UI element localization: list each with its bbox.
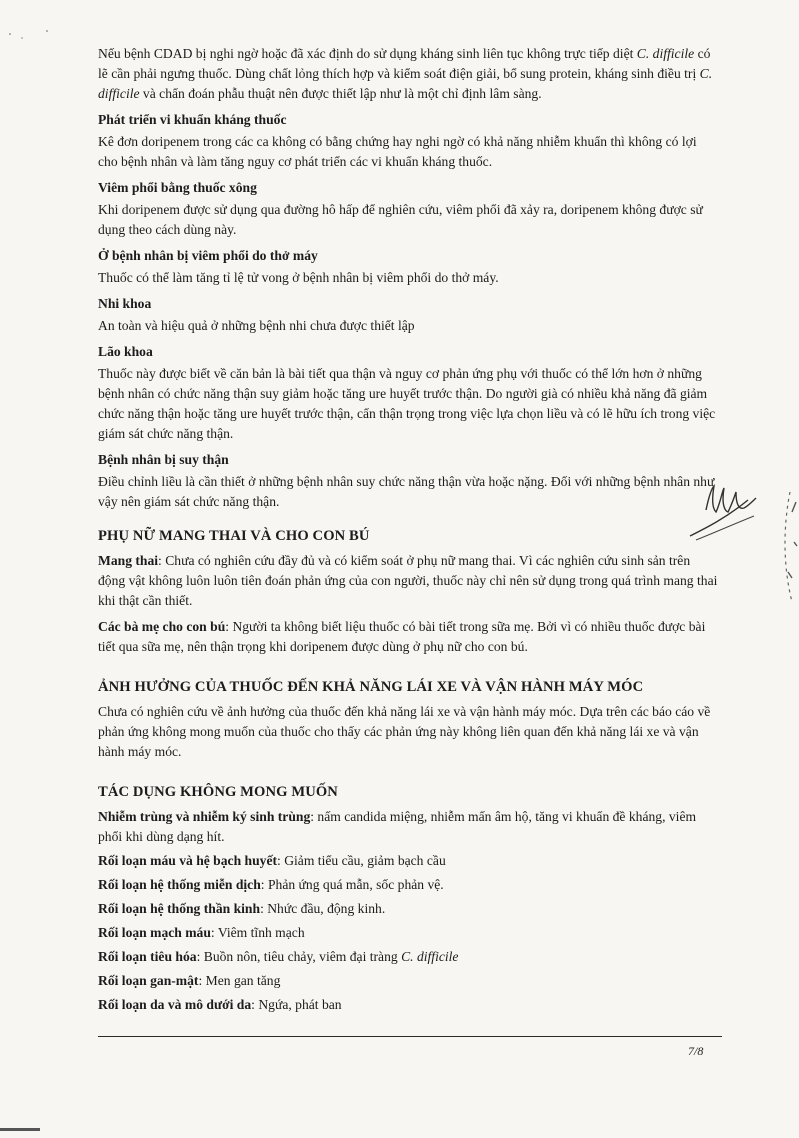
adverse-item: Rối loạn gan-mật: Men gan tăng: [98, 973, 281, 988]
cdad-paragraph: Nếu bệnh CDAD bị nghi ngờ hoặc đã xác định do sử dụng kháng sinh liên tục không trực tiếp diệt C. difficile có lẽ cần phải ngưng thuốc. Dùng chất lỏng thích hợp và kiểm soát điện giải, bổ sung protein, kháng sinh điều trị C. difficile và chẩn đoán phẫu thuật nên được thiết lập như là một chỉ định lâm sàng.: [98, 46, 713, 101]
renal-text: Điều chỉnh liều là cần thiết ở những bệnh nhân suy chức năng thận vừa hoặc nặng. Đối với những bệnh nhân như vậy nên giám sát chức năng thận.: [98, 474, 715, 509]
geriatrics-title: Lão khoa: [98, 344, 153, 359]
adverse-item: Rối loạn da và mô dưới da: Ngứa, phát ban: [98, 997, 342, 1012]
ventilator-title: Ở bệnh nhân bị viêm phổi do thở máy: [98, 248, 318, 263]
geriatrics-text: Thuốc này được biết về căn bản là bài tiết qua thận và nguy cơ phản ứng phụ với thuốc có thể lớn hơn ở những bệnh nhân có chức năng thận suy giảm hoặc tăng ure huyết trước thận. Do người già có nhiều khả năng đã giảm chức năng thận hoặc tăng ure huyết trước thận, cẩn thận trọng trong việc lựa chọn liều và có lẽ hữu ích trong việc giám sát chức năng thận.: [98, 366, 716, 441]
adverse-item: Nhiễm trùng và nhiễm ký sinh trùng: nấm candida miệng, nhiễm mấn âm hộ, tăng vi khuẩn đề kháng, viêm phổi khi dùng dạng hít.: [98, 809, 697, 844]
footer-rule: [98, 1036, 722, 1037]
scan-edge-mark: [0, 1128, 40, 1131]
stamp-fragment: [770, 482, 799, 612]
adverse-item: Rối loạn máu và hệ bạch huyết: Giảm tiểu cầu, giảm bạch cầu: [98, 853, 446, 868]
adverse-item: Rối loạn tiêu hóa: Buồn nôn, tiêu chảy, viêm đại tràng C. difficile: [98, 949, 459, 964]
driving-text: Chưa có nghiên cứu về ảnh hưởng của thuốc đến khả năng lái xe và vận hành máy móc. Dựa trên các báo cáo về phản ứng không mong muốn của thuốc cho thấy các phản ứng này không liên quan đến khả năng lái xe và vận hành máy móc.: [98, 704, 711, 759]
adverse-item: Rối loạn hệ thống thần kinh: Nhức đầu, động kinh.: [98, 901, 386, 916]
scan-specks: [0, 0, 60, 40]
pregnancy-heading: PHỤ NỮ MANG THAI VÀ CHO CON BÚ: [98, 528, 370, 544]
document-page: [98, 44, 718, 1019]
inhalation-text: Khi doripenem được sử dụng qua đường hô hấp để nghiên cứu, viêm phổi đã xảy ra, doripenem không được sử dụng theo cách dùng này.: [98, 202, 703, 237]
adverse-item: Rối loạn hệ thống miễn dịch: Phản ứng quá mẫn, sốc phản vệ.: [98, 877, 444, 892]
ventilator-text: Thuốc có thể làm tăng tỉ lệ tử vong ở bệnh nhân bị viêm phổi do thở máy.: [98, 270, 499, 285]
inhalation-title: Viêm phổi bằng thuốc xông: [98, 180, 257, 195]
page-number: 7/8: [688, 1044, 704, 1058]
adverse-list: [98, 807, 718, 1015]
driving-heading: ẢNH HƯỞNG CỦA THUỐC ĐẾN KHẢ NĂNG LÁI XE VÀ VẬN HÀNH MÁY MÓC: [98, 679, 644, 695]
renal-title: Bệnh nhân bị suy thận: [98, 452, 229, 467]
resistance-title: Phát triển vi khuẩn kháng thuốc: [98, 112, 287, 127]
lactation-text: Các bà mẹ cho con bú: Người ta không biết liệu thuốc có bài tiết trong sữa mẹ. Bởi vì có nhiều thuốc được bài tiết qua sữa mẹ, nên thận trọng khi doripenem được dùng ở phụ nữ cho con bú.: [98, 619, 706, 654]
handwritten-signature: [676, 478, 771, 548]
pediatrics-text: An toàn và hiệu quả ở những bệnh nhi chưa được thiết lập: [98, 318, 415, 333]
adverse-item: Rối loạn mạch máu: Viêm tĩnh mạch: [98, 925, 305, 940]
adverse-heading: TÁC DỤNG KHÔNG MONG MUỐN: [98, 784, 338, 800]
pediatrics-title: Nhi khoa: [98, 296, 152, 311]
resistance-text: Kê đơn doripenem trong các ca không có bằng chứng hay nghi ngờ có khả năng nhiễm khuẩn thì không có lợi cho bệnh nhân và làm tăng nguy cơ phát triển các vi khuẩn kháng thuốc.: [98, 134, 697, 169]
pregnancy-text: Mang thai: Chưa có nghiên cứu đầy đủ và có kiểm soát ở phụ nữ mang thai. Vì các nghiên cứu sinh sản trên động vật không luôn luôn tiên đoán phản ứng của con người, thuốc này chỉ nên sử dụng trong quá trình mang thai khi thật cần thiết.: [98, 553, 718, 608]
